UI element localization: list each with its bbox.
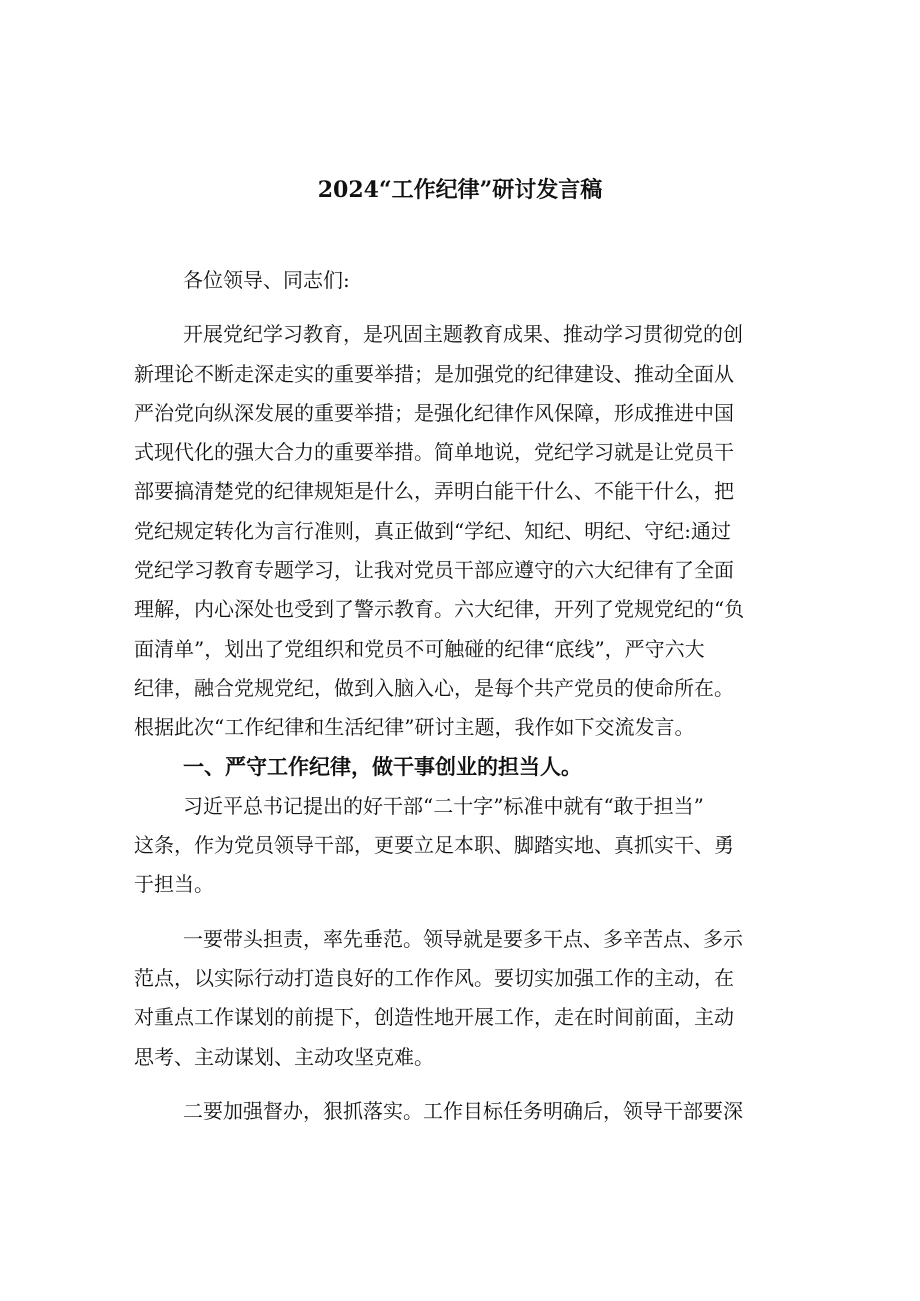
salutation: 各位领导、同志们: [183, 268, 350, 292]
paragraph-1-line-4: 式现代化的强大合力的重要举措。简单地说，党纪学习就是让党员干 [134, 440, 734, 465]
paragraph-1-line-3: 严治党向纵深发展的重要举措；是强化纪律作风保障，形成推进中国 [134, 400, 734, 425]
section-heading-1: 一、严守工作纪律，做干事创业的担当人。 [183, 754, 582, 779]
paragraph-2-line-2: 这条，作为党员领导干部，更要立足本职、脚踏实地、真抓实干、勇 [134, 833, 734, 858]
paragraph-4-line-1: 二要加强督办，狠抓落实。工作目标任务明确后，领导干部要深 [183, 1098, 743, 1123]
paragraph-1-line-1: 开展党纪学习教育，是巩固主题教育成果、推动学习贯彻党的创 [183, 322, 743, 347]
paragraph-1-line-10: 纪律，融合党规党纪，做到入脑入心，是每个共产党员的使命所在。 [134, 675, 734, 700]
paragraph-1-line-11: 根据此次“工作纪律和生活纪律”研讨主题，我作如下交流发言。 [134, 715, 695, 740]
paragraph-2-line-3: 于担当。 [134, 872, 214, 897]
paragraph-1-line-9: 面清单”，划出了党组织和党员不可触碰的纪律“底线”，严守六大 [134, 636, 705, 661]
paragraph-1-line-6: 党纪规定转化为言行准则，真正做到“学纪、知纪、明纪、守纪:通过 [134, 518, 731, 543]
paragraph-3-line-1: 一要带头担责，率先垂范。领导就是要多干点、多辛苦点、多示 [183, 926, 743, 951]
paragraph-3-line-2: 范点，以实际行动打造良好的工作作风。要切实加强工作的主动，在 [134, 966, 734, 991]
paragraph-2-line-1: 习近平总书记提出的好干部“二十字”标准中就有“敢于担当” [183, 793, 704, 818]
paragraph-1-line-8: 理解，内心深处也受到了警示教育。六大纪律，开列了党规党纪的“负 [134, 597, 745, 622]
paragraph-1-line-2: 新理论不断走深走实的重要举措；是加强党的纪律建设、推动全面从 [134, 361, 734, 386]
paragraph-3-line-4: 思考、主动谋划、主动攻坚克难。 [134, 1044, 434, 1069]
document-body [134, 261, 792, 1131]
paragraph-3-line-3: 对重点工作谋划的前提下，创造性地开展工作，走在时间前面，主动 [134, 1005, 734, 1030]
paragraph-1-line-5: 部要搞清楚党的纪律规矩是什么，弄明白能干什么、不能干什么，把 [134, 479, 734, 504]
paragraph-1-line-7: 党纪学习教育专题学习，让我对党员干部应遵守的六大纪律有了全面 [134, 558, 734, 583]
document-title: 2024“工作纪律”研讨发言稿 [317, 177, 603, 203]
